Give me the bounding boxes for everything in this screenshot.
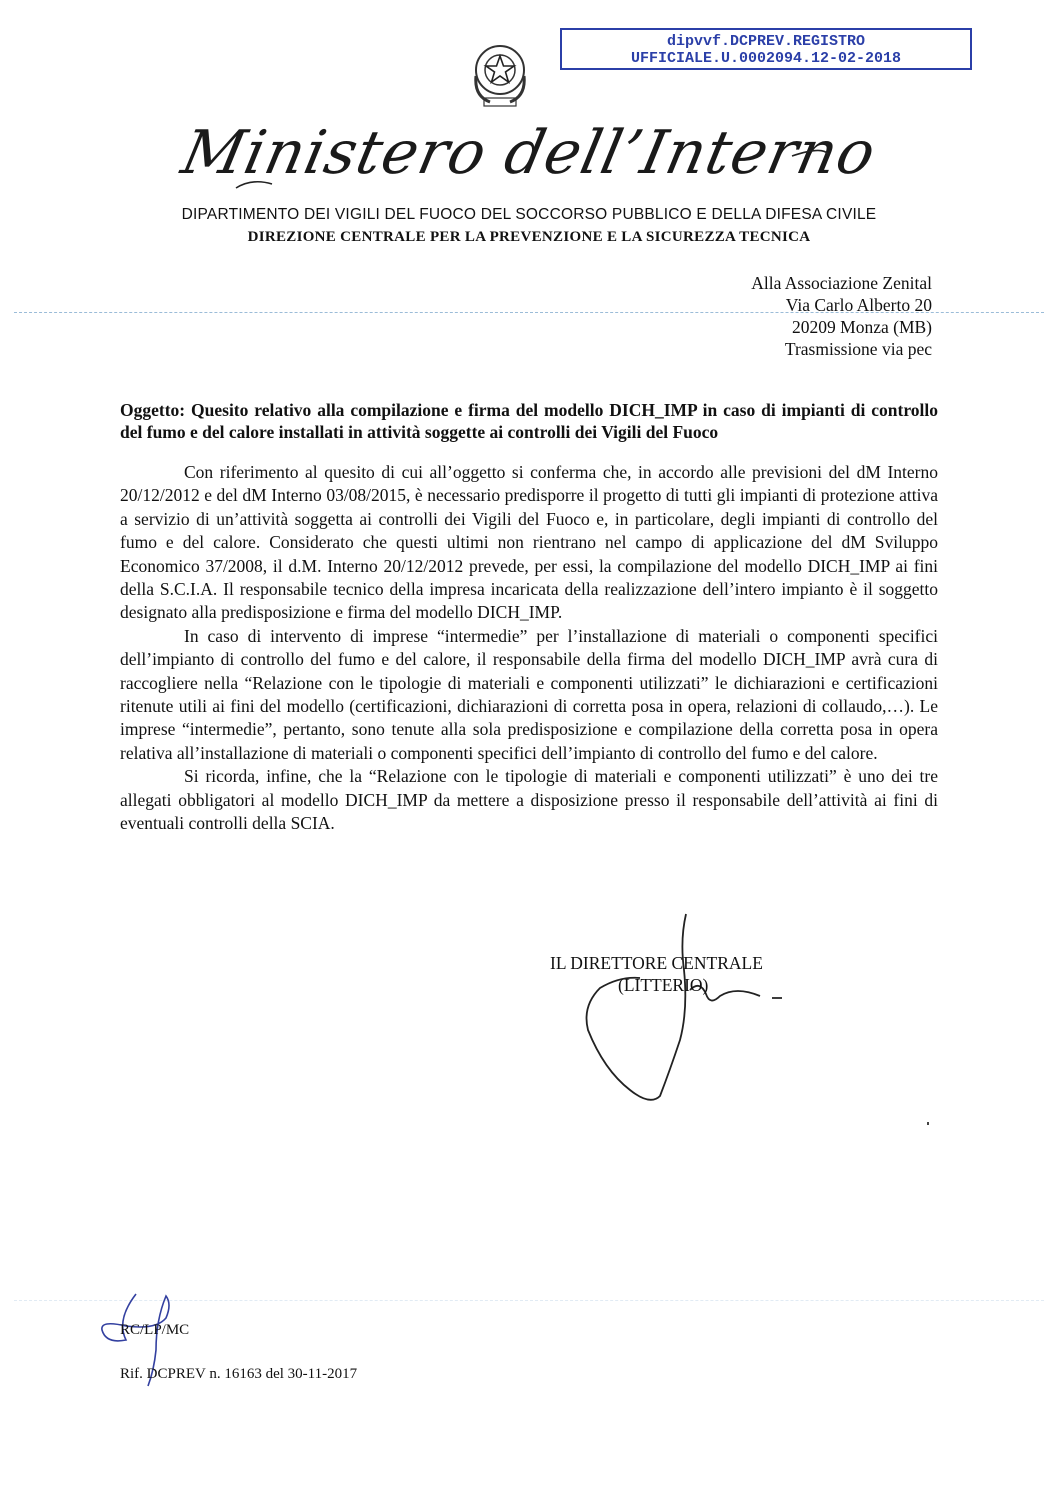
subject-line: Oggetto: Quesito relativo alla compilazione e firma del modello DICH_IMP in caso di impianti di controllo del fumo e del calore installati in attività soggette ai controlli dei Vigili del Fuoco <box>120 400 938 442</box>
addressee-line-3: 20209 Monza (MB) <box>792 317 932 337</box>
addressee-block <box>751 272 932 360</box>
protocol-stamp <box>560 28 972 70</box>
department-name: DIPARTIMENTO DEI VIGILI DEL FUOCO DEL SOCCORSO PUBBLICO E DELLA DIFESA CIVILE <box>181 206 877 223</box>
ministry-title: Ministero dell’Interno <box>175 118 883 188</box>
body-paragraph-1: Con riferimento al quesito di cui all’oggetto si conferma che, in accordo alle previsioni del dM Interno 20/12/2012 e del dM Interno 03/08/2015, è necessario predisporre il progetto di tutti gli impianti di protezione attiva a servizio di un’attività soggetta ai controlli dei Vigili del Fuoco e, in particolare, degli impianti di controllo del fumo e del calore. Considerato che questi ultimi non rientrano nel campo di applicazione del dM Sviluppo Economico 37/2008, il d.M. Interno 20/12/2012 prevede, per essi, la compilazione del modello DICH_IMP ai fini della S.C.I.A. Il responsabile tecnico della impresa incaricata della realizzazione dell’intero impianto è il soggetto designato alla predisposizione e firma del modello DICH_IMP. <box>120 462 938 623</box>
scan-speck <box>927 1122 929 1125</box>
ministry-flourish-icon <box>232 134 832 194</box>
body-paragraph-2: In caso di intervento di imprese “intermedie” per l’installazione di materiali o componenti specifici dell’impianto di controllo del fumo e del calore, il responsabile della firma del modello DICH_IMP avrà cura di raccogliere nella “Relazione con le tipologie di materiali e componenti utilizzati” le dichiarazioni e certificazioni ritenute utili ai fini del modello (certificazioni, dichiarazioni di corretta posa in opera, relazioni di collaudo,…). Le imprese “intermedie”, pertanto, sono tenute alla sola predisposizione e compilazione della corretta posa in opera relativa all’installazione di materiali o componenti specifici dell’impianto di controllo del fumo e del calore. <box>120 625 938 763</box>
directorate-name: DIREZIONE CENTRALE PER LA PREVENZIONE E LA SICUREZZA TECNICA <box>247 229 811 245</box>
stamp-line-2: UFFICIALE.U.0002094.12-02-2018 <box>630 50 902 67</box>
italian-republic-emblem-icon <box>468 36 532 112</box>
stamp-line-1: dipvvf.DCPREV.REGISTRO <box>666 33 866 50</box>
reference-number: Rif. DCPREV n. 16163 del 30-11-2017 <box>120 1366 358 1382</box>
addressee-line-4: Trasmissione via pec <box>784 339 932 359</box>
addressee-line-1: Alla Associazione Zenital <box>751 273 932 293</box>
signatory-title: IL DIRETTORE CENTRALE <box>550 953 763 973</box>
letter-body <box>120 461 938 836</box>
addressee-line-2: Via Carlo Alberto 20 <box>785 295 932 315</box>
signatory-name: (LITTERIO) <box>618 975 709 995</box>
reference-initials: RC/LP/MC <box>120 1322 190 1338</box>
body-paragraph-3: Si ricorda, infine, che la “Relazione con le tipologie di materiali e componenti utilizzati” è uno dei tre allegati obbligatori al modello DICH_IMP da mettere a disposizione presso il responsabile dell’attività ai fini di eventuali controlli della SCIA. <box>120 766 938 834</box>
handwritten-signature-icon <box>560 910 800 1110</box>
